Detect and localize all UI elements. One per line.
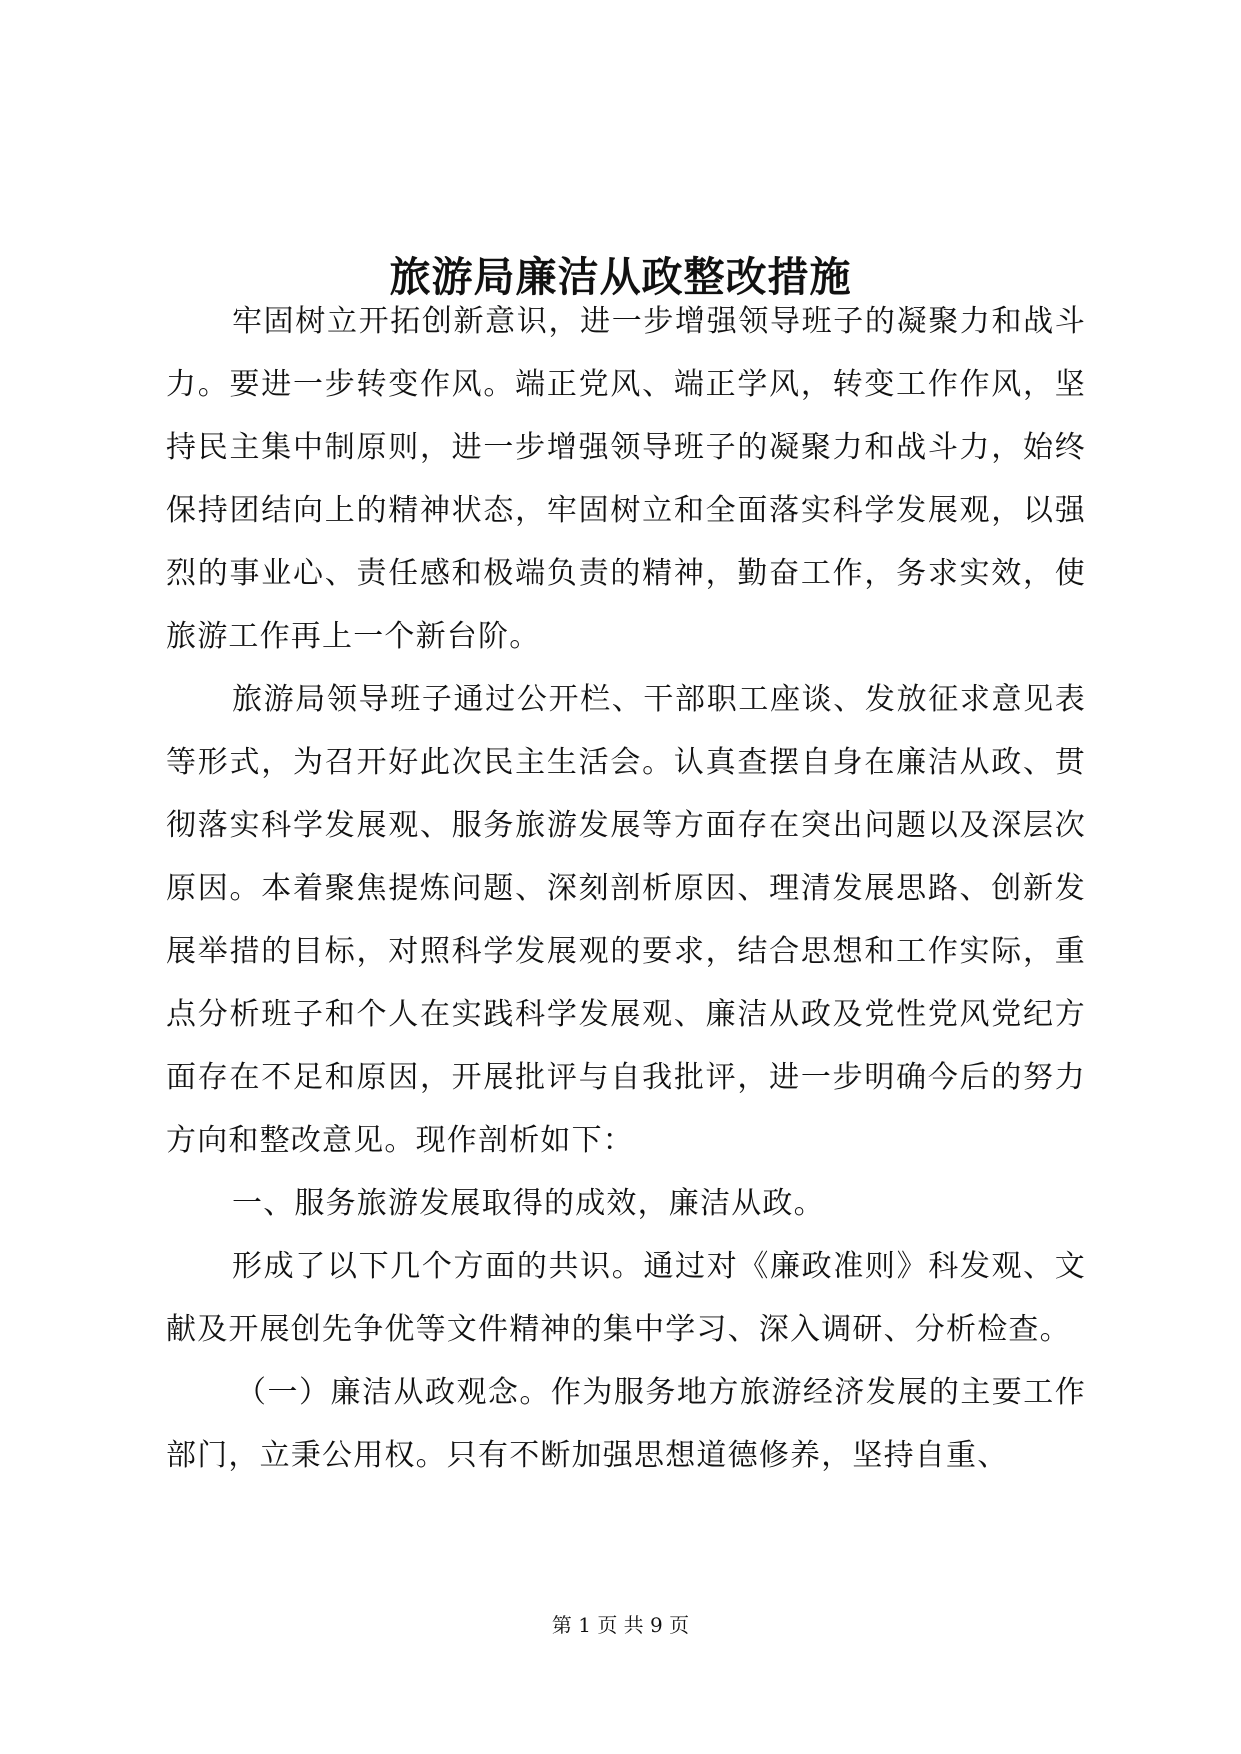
paragraph: 形成了以下几个方面的共识。通过对《廉政准则》科发观、文献及开展创先争优等文件精神的集中学习、深入调研、分析检查。 (166, 1249, 1086, 1347)
paragraph: 牢固树立开拓创新意识，进一步增强领导班子的凝聚力和战斗力。要进一步转变作风。端正党风、端正学风，转变工作作风，坚持民主集中制原则，进一步增强领导班子的凝聚力和战斗力，始终保持团结向上的精神状态，牢固树立和全面落实科学发展观，以强烈的事业心、责任感和极端负责的精神，勤奋工作，务求实效，使旅游工作再上一个新台阶。 (166, 304, 1086, 654)
paragraph: 旅游局领导班子通过公开栏、干部职工座谈、发放征求意见表等形式，为召开好此次民主生活会。认真查摆自身在廉洁从政、贯彻落实科学发展观、服务旅游发展等方面存在突出问题以及深层次原因。本着聚焦提炼问题、深刻剖析原因、理清发展思路、创新发展举措的目标，对照科学发展观的要求，结合思想和工作实际，重点分析班子和个人在实践科学发展观、廉洁从政及党性党风党纪方面存在不足和原因，开展批评与自我批评，进一步明确今后的努力方向和整改意见。现作剖析如下： (166, 682, 1086, 1158)
document-title: 旅游局廉洁从政整改措施 (389, 253, 852, 302)
section-heading: 一、服务旅游发展取得的成效，廉洁从政。 (232, 1186, 825, 1221)
document-body (166, 290, 1086, 1487)
page-number-footer: 第 1 页 共 9 页 (551, 1613, 690, 1637)
subsection-paragraph: （一）廉洁从政观念。作为服务地方旅游经济发展的主要工作部门，立秉公用权。只有不断加强思想道德修养，坚持自重、 (166, 1375, 1086, 1473)
